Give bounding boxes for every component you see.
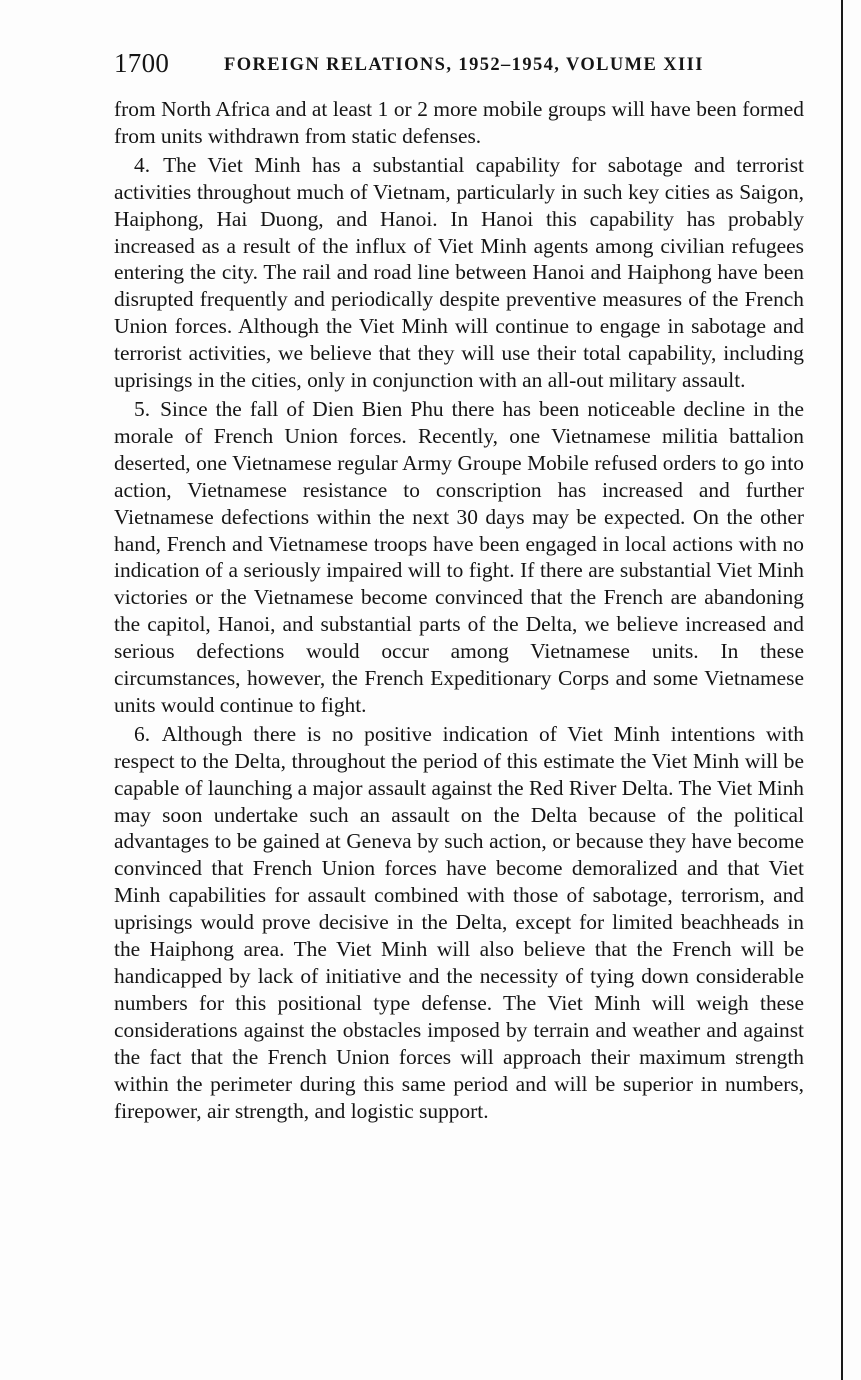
running-head: FOREIGN RELATIONS, 1952–1954, VOLUME XIII xyxy=(224,55,704,75)
paragraph-text: Since the fall of Dien Bien Phu there has been noticeable decline in the morale of French Union forces. Recently, one Vietnamese militia battalion deserted, one Vietnamese regular Army Groupe Mobile refused orders to go into action, Vietnamese resistance to conscription has increased and further Vietnamese defections within the next 30 days may be expected. On the other hand, French and Vietnamese troops have been engaged in local actions with no indication of a seriously impaired will to fight. If there are substantial Viet Minh victories or the Vietnamese become convinced that the French are abandoning the capitol, Hanoi, and substantial parts of the Delta, we believe increased and serious defections would occur among Vietnamese units. In these circumstances, however, the French Expeditionary Corps and some Vietnamese units would continue to fight. xyxy=(114,396,804,717)
paragraph-number: 5. xyxy=(134,396,151,421)
page-number: 1700 xyxy=(114,48,170,78)
paragraph-4 xyxy=(114,152,804,394)
paragraph-text: The Viet Minh has a substantial capability for sabotage and terrorist activities throughout much of Vietnam, particularly in such key cities as Saigon, Haiphong, Hai Duong, and Hanoi. In Hanoi this capability has probably increased as a result of the influx of Viet Minh agents among civilian refugees entering the city. The rail and road line between Hanoi and Haiphong have been disrupted frequently and periodically despite preventive measures of the French Union forces. Although the Viet Minh will continue to engage in sabotage and terrorist activities, we believe that they will use their total capability, including uprisings in the cities, only in conjunction with an all-out military assault. xyxy=(114,152,804,393)
body-text xyxy=(114,96,804,1126)
paragraph-6 xyxy=(114,721,804,1125)
paragraph-number: 4. xyxy=(134,152,151,177)
paragraph-text: from North Africa and at least 1 or 2 more mobile groups will have been formed from units withdrawn from static defenses. xyxy=(114,97,804,148)
page-header xyxy=(114,46,804,82)
paragraph-text: Although there is no positive indication of Viet Minh intentions with respect to the Delta, throughout the period of this estimate the Viet Minh will be capable of launching a major assault against the Red River Delta. The Viet Minh may soon undertake such an assault on the Delta because of the political advantages to be gained at Geneva by such action, or because they have become convinced that French Union forces have become demoralized and that Viet Minh capabilities for assault combined with those of sabotage, terrorism, and uprisings would prove decisive in the Delta, except for limited beachheads in the Haiphong area. The Viet Minh will also believe that the French will be handicapped by lack of initiative and the necessity of tying down considerable numbers for this positional type defense. The Viet Minh will weigh these considerations against the obstacles imposed by terrain and weather and against the fact that the French Union forces will approach their maximum strength within the perimeter during this same period and will be superior in numbers, firepower, air strength, and logistic support. xyxy=(114,721,805,1123)
paragraph-continued xyxy=(114,96,804,150)
page-edge-line xyxy=(841,0,843,1380)
paragraph-5 xyxy=(114,396,804,719)
paragraph-number: 6. xyxy=(134,721,151,746)
